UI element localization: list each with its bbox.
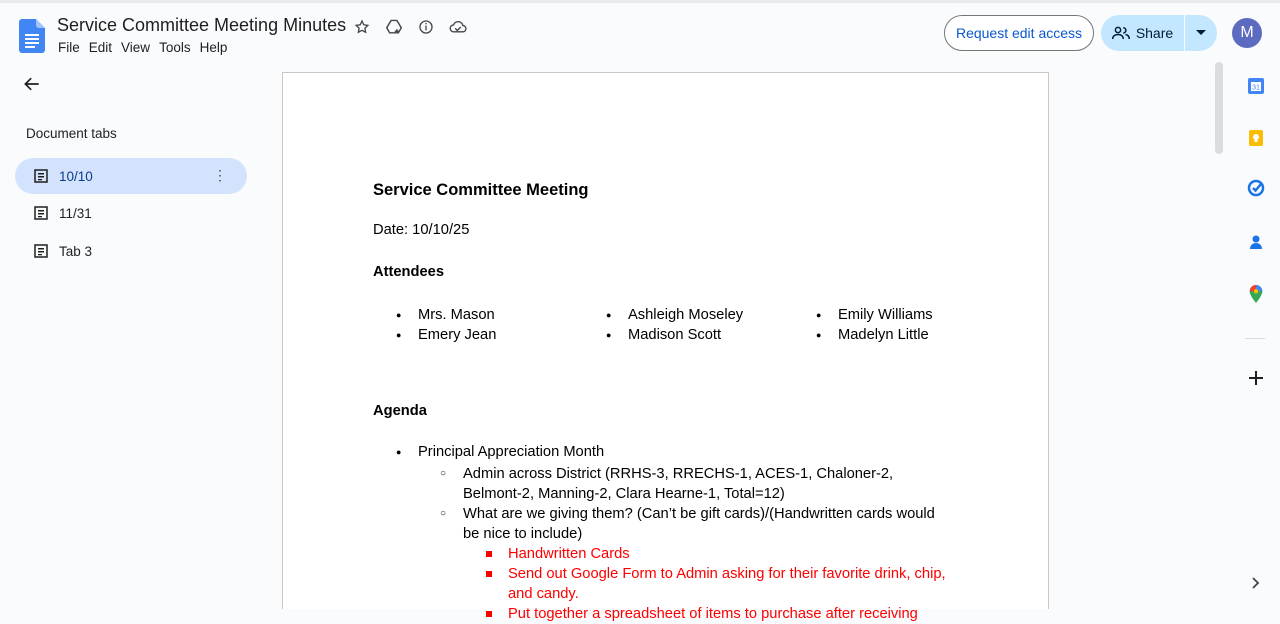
calendar-icon[interactable]: [1246, 76, 1266, 96]
star-icon[interactable]: [352, 17, 372, 37]
share-button[interactable]: [1101, 15, 1185, 51]
tab-label: 10/10: [59, 168, 93, 184]
rail-divider: [1245, 338, 1265, 339]
svg-text:31: 31: [1252, 84, 1260, 92]
list-item: ○ What are we giving them? (Can’t be gift cards)/(Handwritten cards would be nice to include): [373, 504, 963, 544]
meeting-heading: Service Committee Meeting: [373, 181, 589, 199]
list-item: ● Emery Jean: [373, 327, 496, 347]
back-arrow-icon[interactable]: [22, 74, 42, 94]
agenda-list: [373, 444, 963, 624]
menu-tools[interactable]: Tools: [159, 40, 191, 55]
list-item: Send out Google Form to Admin asking for their favorite drink, chip, and candy.: [373, 564, 963, 604]
tasks-icon[interactable]: [1246, 178, 1266, 198]
vertical-scrollbar[interactable]: [1215, 62, 1223, 154]
tab-11-31[interactable]: [15, 195, 247, 231]
document-tabs-heading: Document tabs: [26, 126, 117, 141]
maps-icon[interactable]: [1246, 284, 1266, 304]
list-item: Put together a spreadsheet of items to purchase after receiving: [373, 604, 963, 624]
more-vert-icon[interactable]: ⋮: [213, 167, 227, 183]
people-icon: [1112, 26, 1130, 40]
meeting-date: Date: 10/10/25: [373, 222, 470, 238]
agenda-heading: Agenda: [373, 403, 427, 419]
tab-label: 11/31: [59, 205, 92, 221]
attendees-column-3: [793, 307, 933, 347]
list-item: ● Principal Appreciation Month: [373, 444, 963, 464]
list-item: ● Mrs. Mason: [373, 307, 496, 327]
move-to-drive-icon[interactable]: [384, 17, 404, 37]
attendees-column-2: [583, 307, 743, 347]
top-bar: [0, 0, 1280, 62]
chevron-right-icon[interactable]: [1246, 573, 1266, 593]
cloud-status-icon[interactable]: [448, 17, 468, 37]
request-edit-access-button[interactable]: Request edit access: [944, 15, 1094, 51]
document-tab-icon: [34, 244, 48, 258]
list-item: ● Emily Williams: [793, 307, 933, 327]
document-tab-icon: [34, 206, 48, 220]
list-item: Handwritten Cards: [373, 544, 963, 564]
attendees-column-1: [373, 307, 496, 347]
share-dropdown-button[interactable]: [1185, 30, 1217, 36]
menu-bar: [58, 40, 236, 55]
menu-edit[interactable]: Edit: [88, 40, 113, 55]
document-tabs-sidebar: [0, 62, 262, 609]
side-panel-rail: [1240, 62, 1280, 609]
caret-down-icon: [1196, 30, 1206, 36]
document-title[interactable]: Service Committee Meeting Minutes: [57, 15, 347, 35]
share-button-group: [1101, 15, 1217, 51]
info-icon[interactable]: [416, 17, 436, 37]
tab-3[interactable]: [15, 233, 247, 269]
docs-logo-icon[interactable]: [19, 19, 45, 53]
menu-help[interactable]: Help: [199, 40, 228, 55]
contacts-icon[interactable]: [1246, 232, 1266, 252]
document-tab-icon: [34, 169, 48, 183]
attendees-heading: Attendees: [373, 264, 445, 280]
menu-file[interactable]: File: [58, 40, 80, 55]
list-item: ● Ashleigh Moseley: [583, 307, 743, 327]
tab-10-10[interactable]: [15, 158, 247, 194]
tab-label: Tab 3: [59, 243, 93, 259]
add-icon[interactable]: [1246, 368, 1266, 388]
menu-view[interactable]: View: [121, 40, 151, 55]
document-page[interactable]: [282, 72, 1049, 622]
avatar[interactable]: M: [1232, 18, 1262, 48]
list-item: ● Madison Scott: [583, 327, 743, 347]
list-item: ○ Admin across District (RRHS-3, RRECHS-1, ACES-1, Chaloner-2, Belmont-2, Manning-2, Clara Hearne-1, Total=12): [373, 464, 963, 504]
keep-icon[interactable]: [1246, 128, 1266, 148]
share-label: Share: [1135, 25, 1174, 41]
list-item: ● Madelyn Little: [793, 327, 933, 347]
